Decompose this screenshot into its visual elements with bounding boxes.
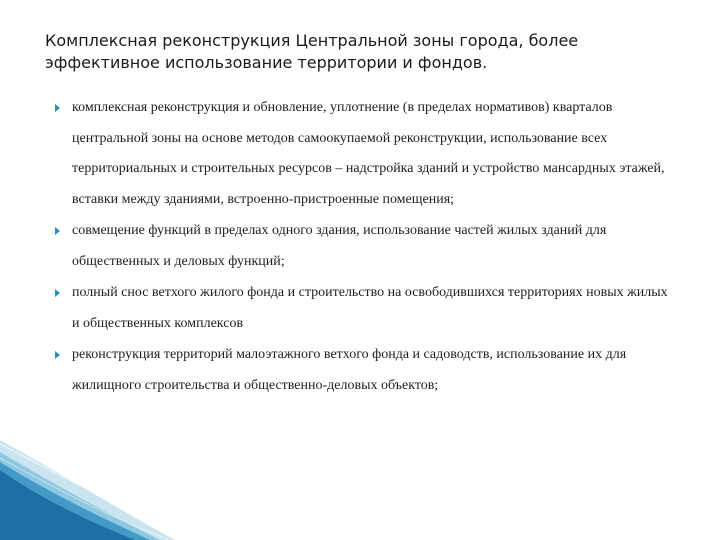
bullet-text: полный снос ветхого жилого фонда и строительство на освободившихся территориях новых жилых и общественных комплексов (72, 285, 668, 331)
bullet-text: совмещение функций в пределах одного здания, использование частей жилых зданий для общественных и деловых функций; (72, 223, 607, 269)
bullet-text: реконструкция территорий малоэтажного ветхого фонда и садоводств, использование их для жилищного строительства и общественно-деловых объектов; (72, 347, 627, 393)
wave-decoration (0, 440, 720, 540)
bullet-item (55, 216, 675, 277)
bullet-item (55, 340, 675, 401)
triangle-bullet-icon (55, 227, 60, 235)
bullet-text: комплексная реконструкция и обновление, уплотнение (в пределах нормативов) кварталов центральной зоны на основе методов самоокупаемой реконструкции, использование всех территориальных и строительных ресурсов – надстройка зданий и устройство мансардных этажей, вставки между зданиями, встроенно-пристроенные помещения; (72, 100, 665, 207)
triangle-bullet-icon (55, 104, 60, 112)
bullet-list (55, 93, 675, 401)
bullet-item (55, 93, 675, 215)
bullet-item (55, 278, 675, 339)
slide-title: Комплексная реконструкция Центральной зоны города, более эффективное использование территории и фондов. (45, 31, 579, 72)
triangle-bullet-icon (55, 351, 60, 359)
triangle-bullet-icon (55, 289, 60, 297)
